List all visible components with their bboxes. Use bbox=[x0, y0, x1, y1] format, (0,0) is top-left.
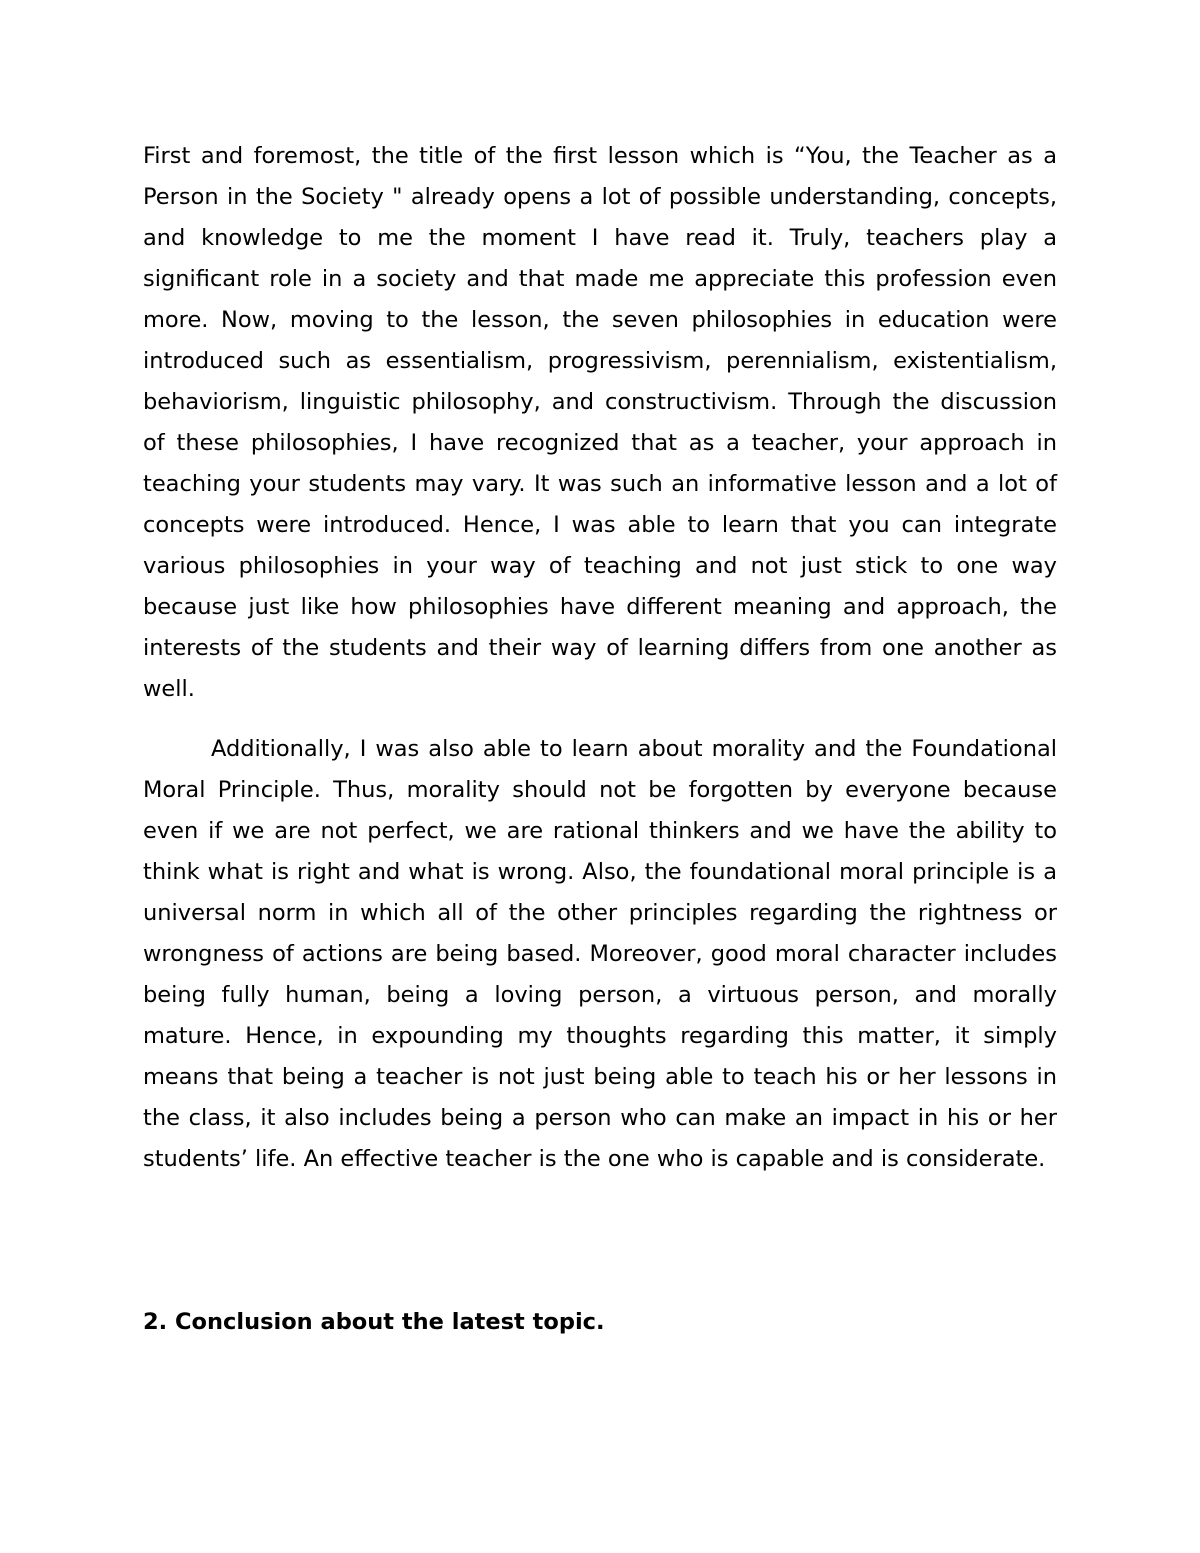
paragraph-philosophies: First and foremost, the title of the first lesson which is “You, the Teacher as a Person in the Society " already opens a lot of possible understanding, concepts, and knowledge to me the moment I have read it. Truly, teachers play a significant role in a society and that made me appreciate this profession even more. Now, moving to the lesson, the seven philosophies in education were introduced such as essentialism, progressivism, perennialism, existentialism, behaviorism, linguistic philosophy, and constructivism. Through the discussion of these philosophies, I have recognized that as a teacher, your approach in teaching your students may vary. It was such an informative lesson and a lot of concepts were introduced. Hence, I was able to learn that you can integrate various philosophies in your way of teaching and not just stick to one way because just like how philosophies have different meaning and approach, the interests of the students and their way of learning differs from one another as well. bbox=[143, 143, 1057, 702]
document-body bbox=[143, 136, 1057, 1180]
section-heading: 2. Conclusion about the latest topic. bbox=[143, 1309, 605, 1335]
paragraph-morality: Additionally, I was also able to learn about morality and the Foundational Moral Principle. Thus, morality should not be forgotten by everyone because even if we are not perfect, we are rational thinkers and we have the ability to think what is right and what is wrong. Also, the foundational moral principle is a universal norm in which all of the other principles regarding the rightness or wrongness of actions are being based. Moreover, good moral character includes being fully human, being a loving person, a virtuous person, and morally mature. Hence, in expounding my thoughts regarding this matter, it simply means that being a teacher is not just being able to teach his or her lessons in the class, it also includes being a person who can make an impact in his or her students’ life. An effective teacher is the one who is capable and is considerate. bbox=[143, 736, 1057, 1172]
